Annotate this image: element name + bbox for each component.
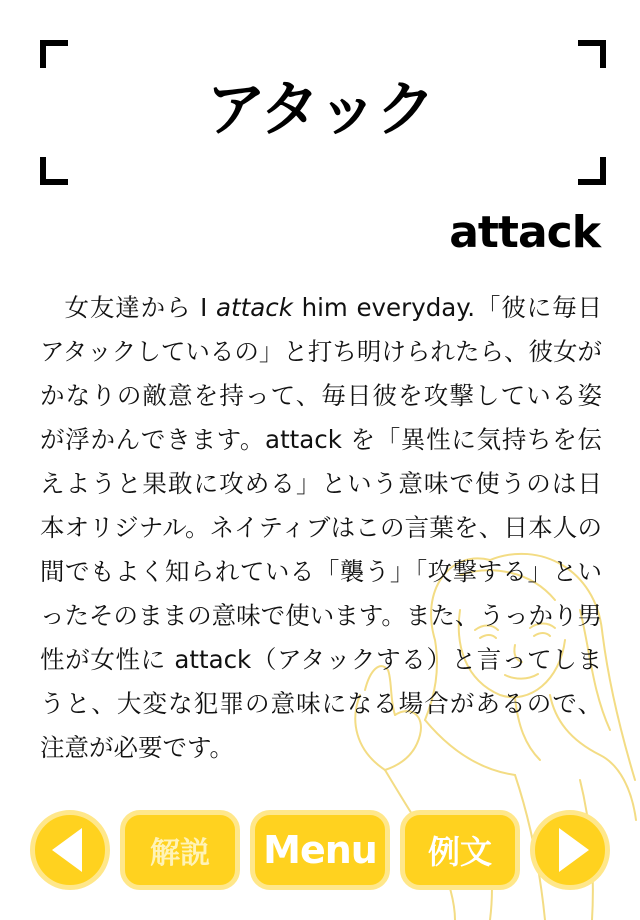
prev-button[interactable] <box>30 810 110 890</box>
explanation-part3: him everyday.「彼に毎日アタックしているの」と打ち明けられたら、彼女がかなりの敵意を持って、毎日彼を攻撃している姿が浮かんできます。attack を「異性に気持ちを伝えようと果敢に攻める」という意味で使うのは日本オリジナル。ネイティブはこの言葉を、日本人の間でもよく知られている「襲う」「攻撃する」といったそのままの意味で使います。また、うっかり男性が女性に attack（アタックする）と言ってしまうと、大変な犯罪の意味になる場合があるので、注意が必要です。 <box>40 293 602 762</box>
triangle-left-icon <box>52 828 82 872</box>
frame-corner-top-right <box>578 40 606 68</box>
explanation-part1: 女友達から I <box>64 293 217 322</box>
frame-corner-top-left <box>40 40 68 68</box>
frame-corner-bottom-right <box>578 157 606 185</box>
english-word: attack <box>449 207 600 258</box>
explanation-button[interactable]: 解説 <box>120 810 240 890</box>
word-title: アタック <box>206 75 434 145</box>
example-button[interactable]: 例文 <box>400 810 520 890</box>
explanation-italic-word: attack <box>216 293 293 322</box>
explanation-text <box>40 286 602 770</box>
frame-corner-bottom-left <box>40 157 68 185</box>
menu-button[interactable]: Menu <box>250 810 390 890</box>
explanation-scroll[interactable] <box>40 286 602 786</box>
triangle-right-icon <box>559 828 589 872</box>
next-button[interactable] <box>530 810 610 890</box>
